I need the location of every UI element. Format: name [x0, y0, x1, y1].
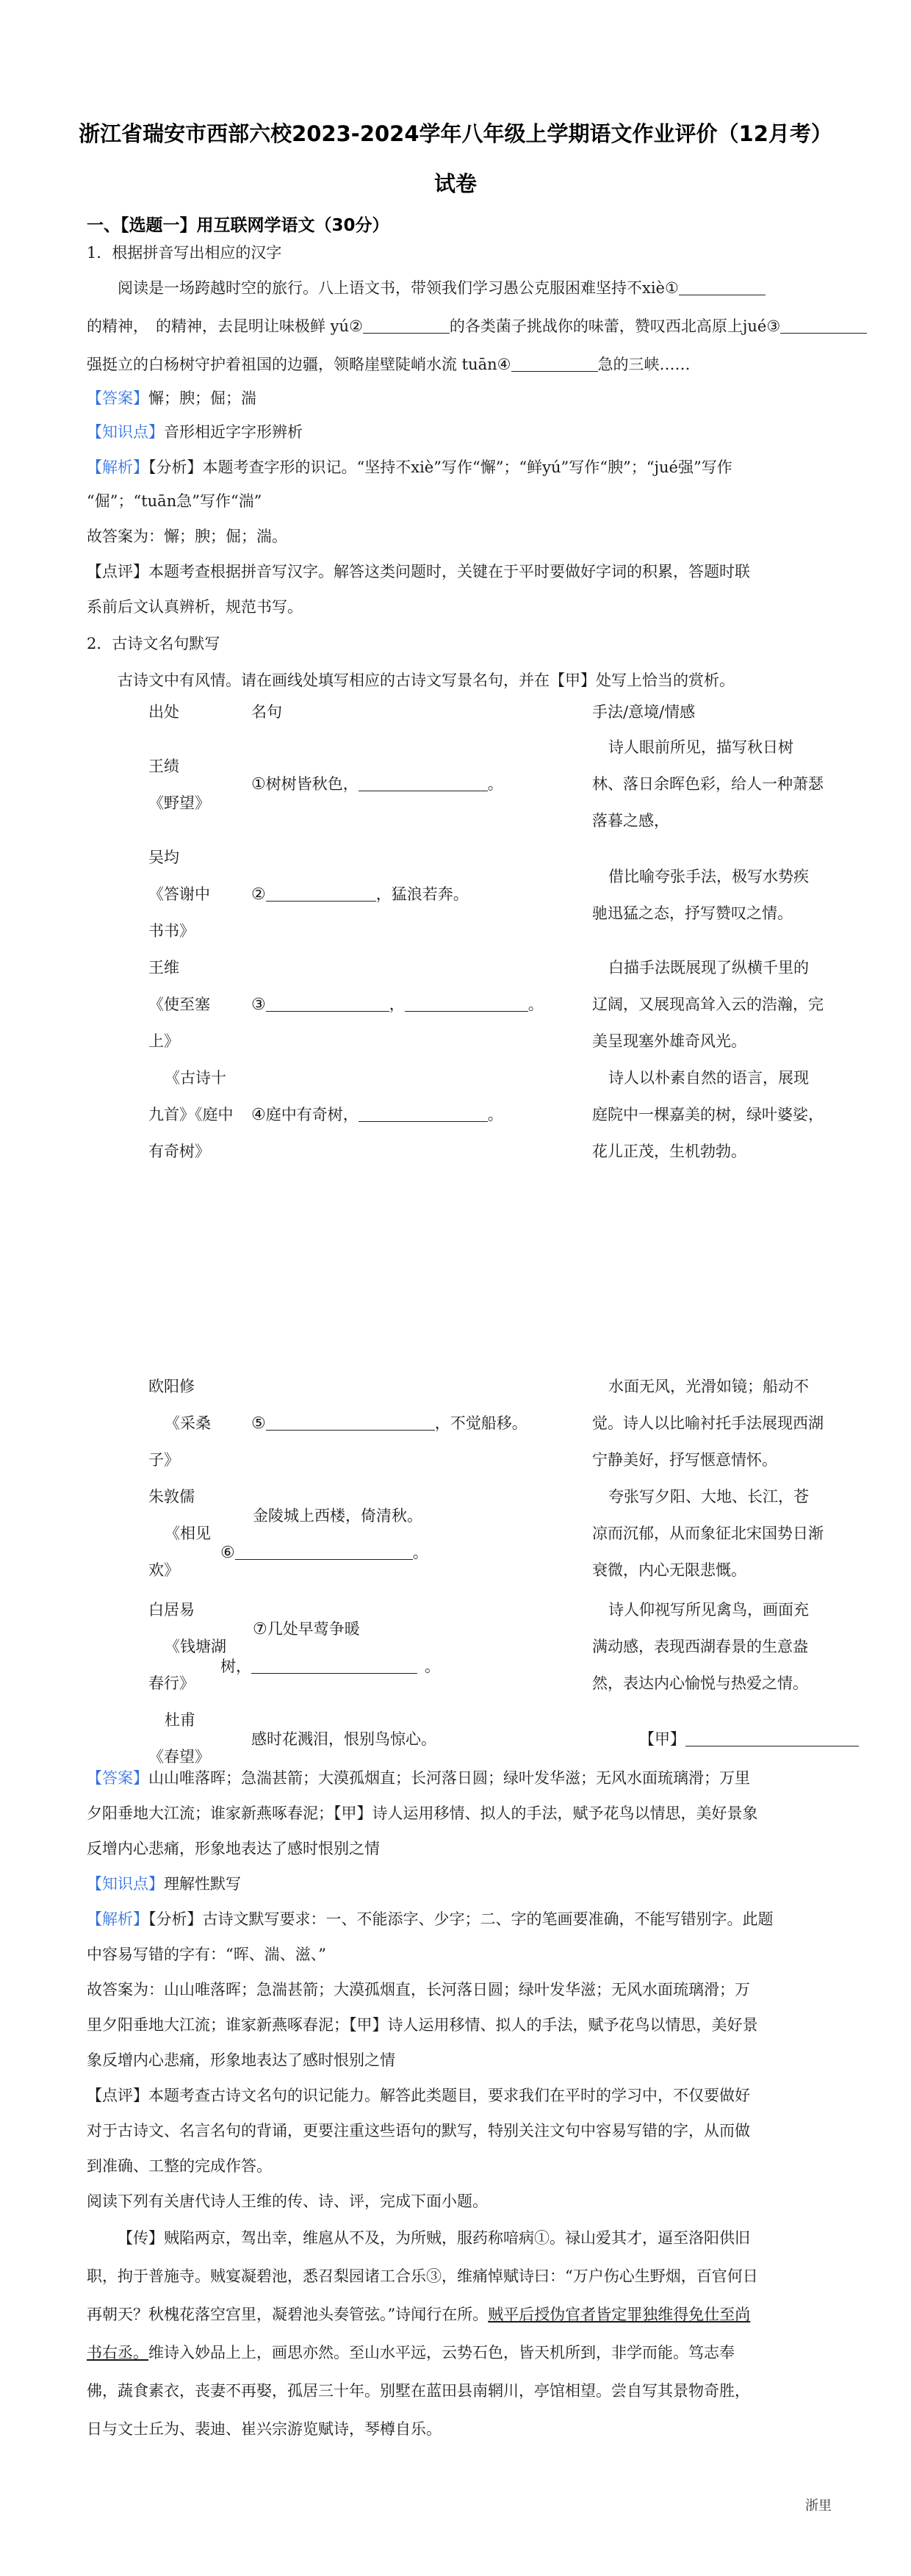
row6-note: 夸张写夕阳、大地、长江，苍 凉而沉郁，从而象征北宋国势日渐 衰微，内心无限悲慨。 [592, 1488, 824, 1579]
blank-3 [780, 318, 867, 334]
q1-passage-line1: 阅读是一场跨越时空的旅行。八上语文书，带领我们学习愚公克服困难坚持不xiè① [118, 269, 766, 307]
blank-row2 [266, 886, 376, 902]
row1-note: 诗人眼前所见，描写秋日树 林、落日余晖色彩，给人一种萧瑟 落暮之感， [592, 738, 824, 830]
row6-source: 朱敦儒 《相见 欢》 [148, 1488, 211, 1579]
row5-line: ⑤ ，不觉船移。 [251, 1414, 527, 1433]
row3-note: 白描手法既展现了纵横千里的 辽阔，又展现高耸入云的浩瀚，完 美呈现塞外雄奇风光。 [592, 959, 824, 1050]
row3-line: ③ ， 。 [251, 996, 544, 1014]
q2-analysis-1: 【解析】【分析】古诗文默写要求：一、不能添字、少字；二、字的笔画要准确，不能写错别字。此题 [87, 1910, 774, 1928]
reading-line3: 再朝天？秋槐花落空宫里，凝碧池头奏管弦。”诗闻行在所。贼平后授伪官者皆定罪独维得免仕至尚 [87, 2306, 751, 2323]
row8-note: 【甲】 [639, 1721, 859, 1757]
row4-line: ④庭中有奇树， 。 [251, 1106, 503, 1124]
q2-comment-1: 【点评】本题考查古诗文名句的识记能力。解答此类题目，要求我们在平时的学习中，不仅要做好 [87, 2087, 750, 2104]
reading-intro: 阅读下列有关唐代诗人王维的传、诗、评，完成下面小题。 [87, 2192, 488, 2210]
table-header-source: 出处 [148, 703, 179, 721]
row4-source: 《古诗十 九首》《庭中 有奇树》 [148, 1069, 234, 1160]
q2-stem: 2．古诗文名句默写 [87, 635, 220, 652]
blank-4 [511, 356, 598, 372]
row4-note: 诗人以朴素自然的语言，展现 庭院中一棵嘉美的树，绿叶婆娑， 花儿正茂，生机勃勃。 [592, 1069, 824, 1160]
row6-line: 金陵城上西楼，倚清秋。 ⑥ 。 [220, 1507, 428, 1562]
q1-knowledge-point: 【知识点】音形相近字字形辨析 [87, 423, 303, 441]
doc-title-line2: 试卷 [433, 171, 477, 196]
blank-row3b [405, 996, 528, 1012]
row2-line: ② ，猛浪若奔。 [251, 885, 469, 904]
row8-line: 感时花溅泪，恨别鸟惊心。 [251, 1730, 436, 1748]
q1-comment-1: 【点评】本题考查根据拼音写汉字。解答这类问题时，关键在于平时要做好字词的积累，答题时联 [87, 563, 750, 580]
blank-2 [363, 318, 450, 334]
q2-knowledge-point: 【知识点】理解性默写 [87, 1875, 241, 1893]
row7-note: 诗人仰视写所见禽鸟，画面充 满动感，表现西湖春景的生意盎 然，表达内心愉悦与热爱之情。 [592, 1601, 809, 1692]
table-header-line: 名句 [251, 703, 282, 721]
doc-title-line1: 浙江省瑞安市西部六校2023-2024学年八年级上学期语文作业评价（12月考） [79, 121, 832, 146]
reading-line4: 书右丞。维诗入妙品上上，画思亦然。至山水平远，云势石色，皆天机所到，非学而能。笃志奉 [87, 2344, 735, 2361]
reading-line6: 日与文士丘为、裴迪、崔兴宗游览赋诗，琴樽自乐。 [87, 2420, 442, 2438]
row1-line: ①树树皆秋色， 。 [251, 775, 503, 794]
q2-analysis-5: 象反增内心悲痛，形象地表达了感时恨别之情 [87, 2051, 395, 2069]
blank-jia [685, 1731, 859, 1746]
q1-answer: 【答案】懈；腴；倔；湍 [87, 389, 256, 407]
row2-source: 吴均 《答谢中 书书》 [148, 849, 210, 940]
q1-analysis-2: “倔”；“tuān急”写作“湍” [87, 492, 262, 510]
footer-mark: 浙里 [805, 2498, 832, 2514]
section1-heading: 一、【选题一】用互联网学语文（30分） [87, 216, 389, 235]
q2-comment-3: 到准确、工整的完成作答。 [87, 2157, 272, 2175]
row8-source: 杜甫 《春望》 [148, 1711, 210, 1766]
q2-analysis-2: 中容易写错的字有：“晖、湍、滋、” [87, 1946, 326, 1963]
row5-source: 欧阳修 《采桑 子》 [148, 1378, 211, 1469]
q1-analysis-1: 【解析】【分析】本题考查字形的识记。“坚持不xiè”写作“懈”；“鲜yú”写作“腴”；“jué强”写作 [87, 458, 732, 476]
row1-source: 王绩 《野望》 [148, 758, 210, 812]
q1-comment-2: 系前后文认真辨析，规范书写。 [87, 598, 303, 616]
blank-row6 [235, 1544, 413, 1560]
blank-1 [679, 280, 766, 295]
row2-note: 借比喻夸张手法，极写水势疾 驰迅猛之态，抒写赞叹之情。 [592, 868, 809, 922]
q2-answer-3: 反增内心悲痛，形象地表达了感时恨别之情 [87, 1840, 380, 1857]
reading-line2: 职，拘于普施寺。贼宴凝碧池，悉召梨园诸工合乐③，维痛悼赋诗曰：“万户伤心生野烟，百官何日 [87, 2267, 758, 2285]
q1-analysis-3: 故答案为：懈；腴；倔；湍。 [87, 528, 287, 545]
blank-row5 [266, 1415, 435, 1431]
q2-analysis-3: 故答案为：山山唯落晖；急湍甚箭；大漠孤烟直，长河落日圆；绿叶发华滋；无风水面琉璃滑；万 [87, 1981, 750, 1998]
q1-passage-line2: 的精神， 的精神，去昆明让味极鲜 yú② 的各类菌子挑战你的味蕾，赞叹西北高原上jué③ [87, 307, 867, 345]
q2-answer-2: 夕阳垂地大江流；谁家新燕啄春泥；【甲】诗人运用移情、拟人的手法，赋予花鸟以情思，美好景象 [87, 1805, 758, 1822]
reading-line5: 佛，蔬食素衣，丧妻不再娶，孤居三十年。别墅在蓝田县南辋川，亭馆相望。尝自写其景物奇胜， [87, 2382, 750, 2400]
q2-comment-2: 对于古诗文、名言名句的背诵，更要注重这些语句的默写，特别关注文句中容易写错的字，从而做 [87, 2122, 750, 2140]
reading-line1: 【传】贼陷两京，驾出幸，维扈从不及，为所贼，服药称喑病①。禄山爱其才，逼至洛阳供旧 [118, 2229, 750, 2247]
blank-row4 [359, 1107, 488, 1122]
row5-note: 水面无风，光滑如镜；船动不 觉。诗人以比喻衬托手法展现西湖 宁静美好，抒写惬意情怀。 [592, 1378, 824, 1469]
blank-row7 [251, 1658, 417, 1674]
table-header-technique: 手法/意境/情感 [592, 703, 696, 721]
q1-passage-line3: 强挺立的白杨树守护着祖国的边疆，领略崖壁陡峭水流 tuān④ 急的三峡…… [87, 356, 691, 373]
blank-row3a [266, 996, 389, 1012]
blank-row1 [359, 776, 488, 791]
row7-line: ⑦几处早莺争暖 树， 。 [220, 1620, 440, 1675]
row3-source: 王维 《使至塞 上》 [148, 959, 210, 1050]
q1-stem: 1．根据拼音写出相应的汉字 [87, 244, 282, 262]
q2-analysis-4: 里夕阳垂地大江流；谁家新燕啄春泥；【甲】诗人运用移情、拟人的手法，赋予花鸟以情思，美好景 [87, 2016, 758, 2034]
q2-intro: 古诗文中有风情。请在画线处填写相应的古诗文写景名句，并在【甲】处写上恰当的赏析。 [118, 672, 735, 689]
q2-answer-1: 【答案】山山唯落晖；急湍甚箭；大漠孤烟直；长河落日圆；绿叶发华滋；无风水面琉璃滑；万里 [87, 1769, 750, 1787]
row7-source: 白居易 《钱塘湖 春行》 [148, 1601, 226, 1692]
